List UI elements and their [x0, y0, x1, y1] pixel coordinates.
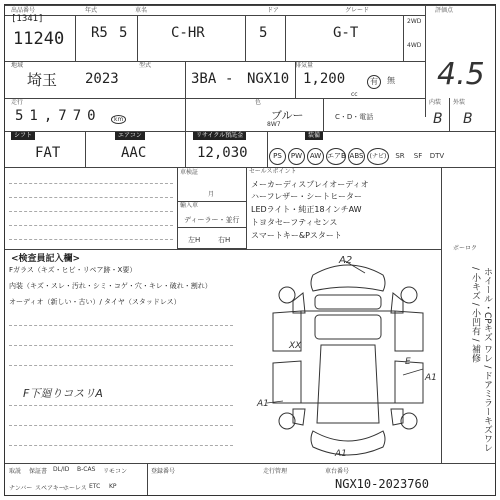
- year-era: R5: [91, 25, 108, 41]
- footer-label: DL/ID: [53, 466, 70, 473]
- notes-audio-line: オーディオ（新しい・古い）/ タイヤ（スタッドレス）: [9, 298, 181, 306]
- model-code-prefix: 3BA: [191, 71, 217, 87]
- sales-point-item: ハーフレザー・シートヒーター: [251, 192, 362, 201]
- displacement-label: 排気量: [295, 62, 314, 69]
- equip-sr: SR: [395, 152, 405, 160]
- year-label: 年式: [85, 7, 98, 14]
- inspection-month: 月: [208, 191, 215, 198]
- footer-label: 取説: [9, 468, 22, 475]
- diagram-mark-a2: A2: [339, 255, 353, 266]
- footer-label: スペアキー: [35, 485, 65, 492]
- diagram-mark-a1-right: A1: [425, 373, 437, 383]
- footer-label: 保証書: [29, 468, 48, 475]
- color-name: ブルー: [271, 109, 304, 122]
- sales-point-item: メーカーディスプレイオーディオ: [251, 180, 369, 189]
- score-label: 評価点: [435, 7, 454, 14]
- footer-label: ナンバー: [9, 485, 33, 492]
- steering-right: 右H: [218, 236, 231, 244]
- footer-checkbox-grid: [5, 465, 157, 495]
- inspection-box: [177, 167, 247, 249]
- drive-4wd: 4WD: [407, 42, 422, 49]
- year-month: 5: [119, 25, 128, 41]
- shift-value: FAT: [35, 145, 61, 161]
- footer-label: KP: [109, 483, 117, 490]
- lot-label: 出品番号: [11, 7, 36, 14]
- dealer-label: ディーラー・並行: [184, 216, 240, 224]
- fuel-option-yes: 有: [367, 75, 381, 89]
- displacement-unit: cc: [351, 91, 358, 98]
- exterior-grade: B: [463, 111, 473, 127]
- sales-point-item: LEDライト・純正18インチAW: [251, 205, 362, 214]
- mileage-label: 走行: [11, 99, 24, 106]
- steering-left: 左H: [188, 236, 201, 244]
- grade-value: G-T: [333, 25, 359, 41]
- notes-interior-line: 内装（キズ・スレ・汚れ・シミ・コゲ・穴・キレ・破れ・割れ）: [9, 282, 212, 290]
- region-label: 地域: [11, 62, 24, 69]
- region-value: 埼玉: [27, 71, 58, 89]
- exterior-label: 外装: [453, 99, 466, 106]
- sales-point-item: トヨタセーフティセンス: [251, 218, 338, 227]
- model-label: 車名: [135, 7, 148, 14]
- equip-abs: ABS: [348, 148, 365, 165]
- equip-sf: SF: [413, 152, 423, 160]
- sales-point-item: スマートキー&Pスタート: [251, 231, 342, 240]
- inspection-label: 車検証: [180, 169, 199, 176]
- cd-phone-label: C・D・電話: [335, 113, 374, 121]
- mileage-mgmt-label: 走行管理: [263, 468, 288, 475]
- car-diagram: [253, 253, 443, 463]
- color-code: 8W7: [267, 121, 281, 128]
- recycle-label: リサイクル預託金: [193, 132, 246, 140]
- diagram-mark-a1-left: A1: [257, 399, 269, 409]
- shift-label: シフト: [11, 132, 35, 140]
- door-count: 5: [259, 25, 268, 41]
- interior-grade: B: [433, 111, 443, 127]
- sales-point-label: セールスポイント: [249, 168, 297, 175]
- lot-sub-number: [1341]: [11, 14, 44, 24]
- footer-label: リモコン: [103, 468, 128, 475]
- interior-label: 内装: [429, 99, 442, 106]
- model-year: 2023: [85, 71, 119, 87]
- aircon-label: エアコン: [115, 132, 145, 140]
- fuel-option-no: 無: [387, 76, 395, 85]
- footer-label: B-CAS: [77, 466, 96, 473]
- equip-dtv: DTV: [429, 152, 445, 160]
- footer-label: ホーレス: [63, 485, 87, 492]
- recycle-fee: 12,030: [197, 145, 248, 161]
- notes-glass-line: Fガラス（キズ・ヒビ・リペア跡・X要）: [9, 266, 137, 274]
- side-vertical-notes: ホイール・CPキズ ワレ / ドアミラーキズワレ / 小キズ / 小凹有 / 補修: [470, 267, 492, 453]
- equipment-label: 装備: [305, 132, 323, 140]
- equip-navi: (ナビ): [367, 148, 389, 165]
- lot-number: 11240: [13, 29, 65, 49]
- equipment-list: [269, 143, 447, 165]
- notes-title: <検査員記入欄>: [11, 254, 81, 264]
- equip-pw: PW: [288, 148, 305, 165]
- mileage-unit: km: [111, 115, 126, 124]
- grade-label: グレード: [345, 7, 370, 14]
- score-value: 4.5: [437, 57, 485, 92]
- displacement-value: 1,200: [303, 71, 346, 87]
- type-label: 型式: [139, 62, 152, 69]
- equip-aw: AW: [307, 148, 324, 165]
- model-code: NGX10: [247, 71, 290, 87]
- diagram-mark-a1-rear: A1: [335, 449, 347, 459]
- footer-label: ETC: [89, 483, 101, 490]
- handwritten-note: F下廻りコスリA: [23, 387, 103, 400]
- color-label: 色: [255, 99, 262, 106]
- diagram-mark-xx: XX: [289, 341, 302, 351]
- model-name: C-HR: [171, 25, 205, 41]
- auction-sheet: 出品番号 年式 車名 ドア グレード 評価点 [1341] 11240 R5 5 C-HR 5 G-T 2WD 4WD 地域 型式 排気量 埼玉 2023 3BA - NGX10 1,200 cc 有 無 4.5 走行 色 内装 外装 51,770 km ブルー 8W7 C・D・電話 B B シフト エアコン リサイクル預託金 装備 FAT AAC 12,030 PS PW AW エアB ABS (ナビ) SR SF DTV セールスポイント メーカーディスプレイオーディオ ハーフレザー・シートヒーター LEDライト・純正18インチAW トヨタセーフティセンス スマートキー&Pスタート 車検証 月 輸入車 ディーラー・並行 左H 右H <検査員記入欄> Fガラス（キズ・ヒビ・リペア跡・X要） 内装（キズ・スレ・汚れ・シミ・コゲ・穴・キレ・破れ・割れ） オーディオ（新しい・古い）/ タイヤ（スタッドレス） F下廻りコスリA ボーロク ホイール・CPキズ ワレ / ドアミラーキズワレ / 小キズ / 小凹有 / 補修 A2 A1 A1 A1 XX E 取説 保証書 DL/ID B-CAS リモコン ナンバー スペアキー ホーレス ETC KP 登録番号 走行管理 車台番号 NGX10-2023760: [4, 4, 496, 496]
- registration-label: 登録番号: [151, 468, 176, 475]
- mileage-value: 51,770: [15, 108, 102, 124]
- drive-2wd: 2WD: [407, 18, 422, 25]
- equip-airbag: エアB: [326, 148, 346, 165]
- chassis-label: 車台番号: [325, 468, 350, 475]
- import-label: 輸入車: [180, 202, 199, 209]
- aircon-value: AAC: [121, 145, 147, 161]
- side-header: ボーロク: [453, 245, 478, 252]
- chassis-number: NGX10-2023760: [335, 477, 429, 491]
- equip-ps: PS: [269, 148, 286, 165]
- door-label: ドア: [267, 7, 279, 14]
- diagram-mark-e: E: [405, 357, 411, 367]
